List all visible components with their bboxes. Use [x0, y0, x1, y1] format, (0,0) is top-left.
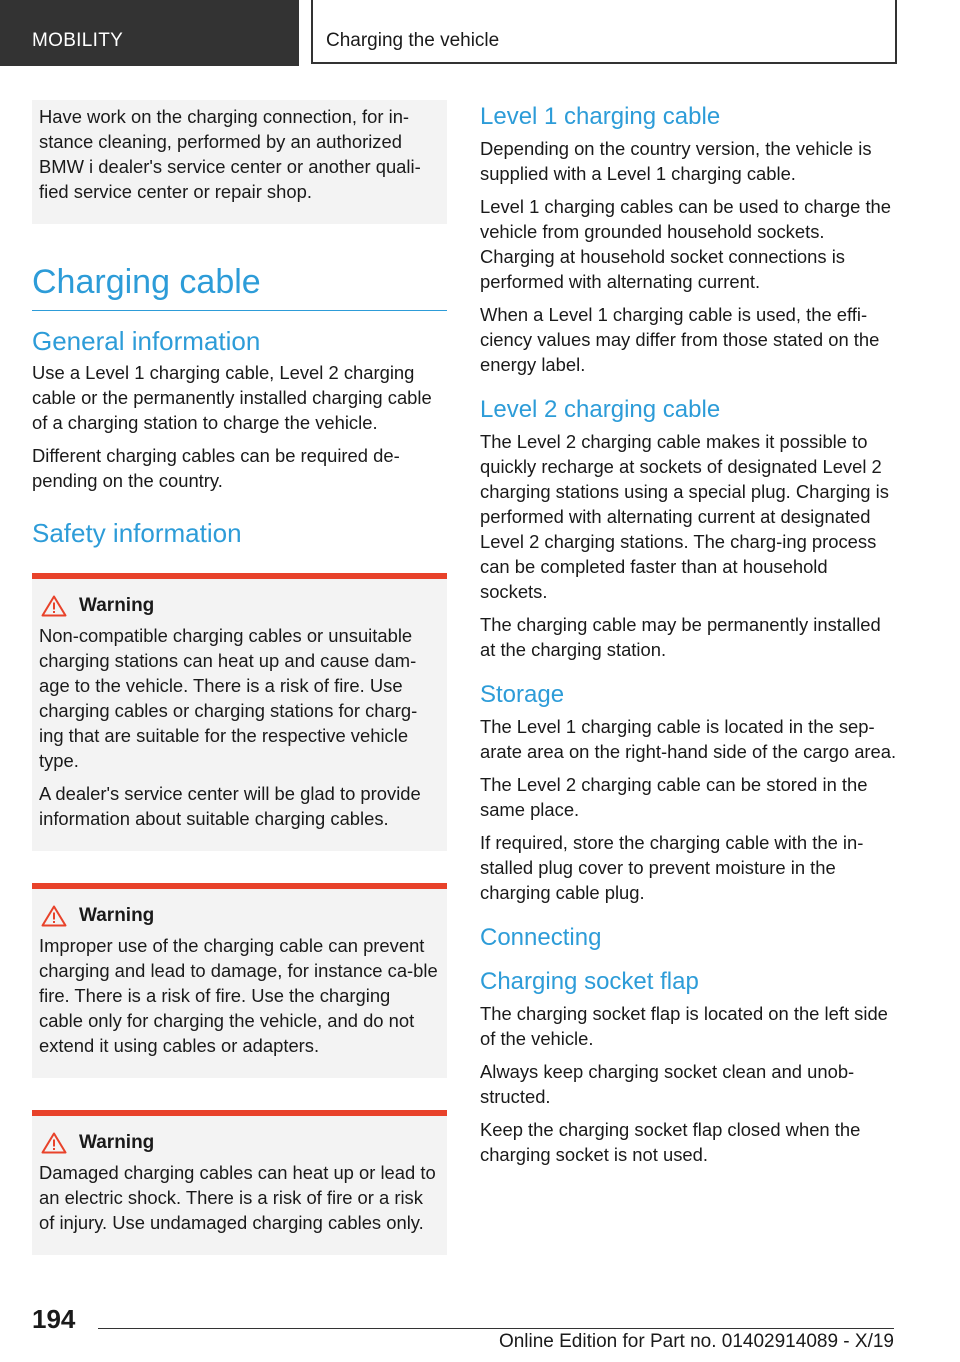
warning-text: Improper use of the charging cable can prevent charging and lead to damage, for instance ca-ble fire. There is a risk of fire. Use the charging cable only for charging the vehicle, and do not extend it using cables or adapters.	[39, 935, 438, 1056]
level1-paragraph-1: Depending on the country version, the vehicle is supplied with a Level 1 charging cable.	[480, 138, 872, 184]
general-paragraph-1: Use a Level 1 charging cable, Level 2 charging cable or the permanently installed charging cable of a charging station to charge the vehicle.	[32, 362, 432, 433]
warning-box-3	[32, 1110, 447, 1255]
page-number: 194	[32, 1304, 76, 1334]
level1-paragraph-2: Level 1 charging cables can be used to charge the vehicle from grounded household sockets. Charging at household socket connections is performed with alternating current.	[480, 196, 892, 292]
level2-heading: Level 2 charging cable	[480, 396, 721, 423]
safety-information-heading: Safety information	[32, 518, 242, 548]
storage-paragraph-1: The Level 1 charging cable is located in the sep-arate area on the right-hand side of the cargo area.	[480, 716, 897, 762]
chapter-tab	[311, 0, 897, 64]
warning-title: Warning	[79, 1132, 155, 1153]
section-tab	[0, 0, 299, 66]
charging-socket-flap-heading: Charging socket flap	[480, 968, 699, 995]
right-column	[480, 100, 900, 1175]
warning-text: Non-compatible charging cables or unsuitable charging stations can heat up and cause dam-age to the vehicle. There is a risk of fire. Use charging cables or charging stations for charg-ing that are suitable for the respective vehicle type.	[39, 625, 418, 771]
flap-paragraph-2: Always keep charging socket clean and unob-structed.	[480, 1061, 855, 1107]
general-paragraph-2: Different charging cables can be required de-pending on the country.	[32, 445, 400, 491]
warning-header	[39, 905, 439, 927]
general-information-heading: General information	[32, 326, 261, 356]
warning-title: Warning	[79, 595, 155, 616]
level1-paragraph-3: When a Level 1 charging cable is used, the effi-ciency values may differ from those stated on the energy label.	[480, 304, 880, 375]
connecting-heading: Connecting	[480, 924, 602, 951]
warning-header	[39, 595, 439, 617]
level1-heading: Level 1 charging cable	[480, 103, 721, 130]
footer-divider	[98, 1328, 894, 1329]
flap-paragraph-3: Keep the charging socket flap closed when the charging socket is not used.	[480, 1119, 861, 1165]
warning-triangle-icon	[41, 1132, 67, 1154]
warning-text: A dealer's service center will be glad to provide information about suitable charging cables.	[39, 783, 421, 829]
page-header	[0, 0, 960, 66]
chapter-title: Charging the vehicle	[326, 30, 500, 51]
intro-note-box	[32, 100, 447, 224]
warning-text: Damaged charging cables can heat up or lead to an electric shock. There is a risk of fire or a risk of injury. Use undamaged charging cables only.	[39, 1162, 436, 1233]
storage-heading: Storage	[480, 681, 565, 708]
intro-text: Have work on the charging connection, for in-stance cleaning, performed by an authorized BMW i dealer's service center or another quali-fied service center or repair shop.	[39, 106, 421, 202]
warning-box-2	[32, 883, 447, 1078]
warning-box-1	[32, 573, 447, 851]
warning-triangle-icon	[41, 595, 67, 617]
storage-paragraph-2: The Level 2 charging cable can be stored in the same place.	[480, 774, 868, 820]
warning-triangle-icon	[41, 905, 67, 927]
flap-paragraph-1: The charging socket flap is located on the left side of the vehicle.	[480, 1003, 888, 1049]
warning-title: Warning	[79, 905, 155, 926]
left-column	[32, 100, 447, 1255]
edition-text: Online Edition for Part no. 01402914089 - X/19	[498, 1331, 894, 1352]
warning-header	[39, 1132, 439, 1154]
page-footer	[0, 1296, 960, 1362]
section-label: MOBILITY	[32, 30, 124, 51]
level2-paragraph-1: The Level 2 charging cable makes it possible to quickly recharge at sockets of designated Level 2 charging stations using a special plug. Charging is performed with alternating current at designated Level 2 charging stations. The charg-ing process can be completed faster than at household sockets.	[480, 431, 889, 602]
chapter-heading: Charging cable	[32, 262, 447, 311]
level2-paragraph-2: The charging cable may be permanently installed at the charging station.	[480, 614, 881, 660]
storage-paragraph-3: If required, store the charging cable with the in-stalled plug cover to prevent moisture in the charging cable plug.	[480, 832, 864, 903]
